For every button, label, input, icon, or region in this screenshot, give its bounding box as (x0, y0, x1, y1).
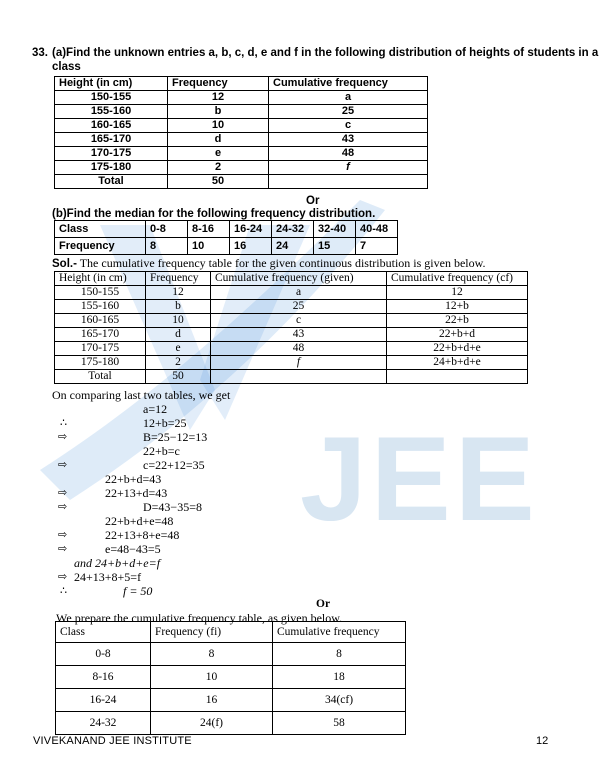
comparison-text: On comparing last two tables, we get (52, 388, 231, 402)
table-cell: 0-8 (56, 643, 151, 666)
table-cell: 160-165 (55, 119, 168, 133)
therefore-icon: ∴ (60, 417, 67, 429)
table-cell: e (146, 342, 211, 356)
table-header-cell: Cumulative frequency (269, 77, 428, 91)
table-cell: Class (55, 221, 146, 238)
heights-table (54, 76, 428, 189)
watermark-text: JEE (300, 412, 539, 546)
table-cell: c (269, 119, 428, 133)
table-cell: 15 (314, 238, 356, 255)
table-row (55, 105, 428, 119)
table-cell: 22+b (387, 314, 528, 328)
table-cell: Total (55, 370, 146, 384)
prepare-text: We prepare the cumulative frequency table, as given below. (56, 611, 343, 625)
step-equation: 22+b+d+e=48 (105, 514, 174, 528)
table-cell: 50 (168, 175, 269, 189)
table-header-cell: Frequency (fi) (151, 622, 273, 643)
table-cell: 16 (151, 689, 273, 712)
implies-arrow-icon: ⇨ (58, 487, 68, 499)
table-cell: e (168, 147, 269, 161)
cumulative-frequency-table (54, 271, 528, 384)
page-number: 12 (536, 735, 549, 747)
table-cell: 8 (151, 643, 273, 666)
table-header-cell: Cumulative frequency (given) (211, 272, 387, 286)
question-part-a-line1: (a)Find the unknown entries a, b, c, d, e and f in the following distribution of heights of students in a (52, 47, 599, 59)
solution-label: Sol.- (52, 258, 77, 270)
table-header-cell: Frequency (168, 77, 269, 91)
table-cell: d (146, 328, 211, 342)
table-cell: d (168, 133, 269, 147)
implies-arrow-icon: ⇨ (58, 543, 68, 555)
table-row (55, 342, 528, 356)
question-number: 33. (32, 47, 48, 59)
table-cell: 48 (211, 342, 387, 356)
table-header-cell: Cumulative frequency (273, 622, 406, 643)
table-cell: 8 (273, 643, 406, 666)
step-equation: f = 50 (123, 584, 153, 598)
table-cell: 58 (273, 712, 406, 735)
table-cell: 10 (188, 238, 230, 255)
step-equation: c=22+12=35 (143, 458, 205, 472)
table-cell (387, 370, 528, 384)
step-equation: D=43−35=8 (143, 500, 202, 514)
table-cell: 8-16 (188, 221, 230, 238)
table-cell: 8 (146, 238, 188, 255)
table-cell: f (269, 161, 428, 175)
table-row (56, 666, 406, 689)
step-equation: 22+13+d=43 (105, 486, 168, 500)
table-header-row (56, 622, 406, 643)
table-row (55, 175, 428, 189)
table-cell: 12 (168, 91, 269, 105)
table-cell: 32-40 (314, 221, 356, 238)
table-cell: 12 (387, 286, 528, 300)
table-row (56, 712, 406, 735)
table-cell: 22+b+d (387, 328, 528, 342)
table-cell: 24+b+d+e (387, 356, 528, 370)
footer-institute-name: VIVEKANAND JEE INSTITUTE (33, 735, 192, 747)
table-cell: 16-24 (230, 221, 272, 238)
table-cell: 155-160 (55, 105, 168, 119)
table-cell: Total (55, 175, 168, 189)
table-cell (211, 370, 387, 384)
table-header-row (55, 272, 528, 286)
table-cell: 170-175 (55, 147, 168, 161)
table-header-cell: Height (in cm) (55, 272, 146, 286)
table-row (56, 643, 406, 666)
table-cell: 175-180 (55, 161, 168, 175)
or-separator: Or (306, 195, 320, 207)
table-cell: a (211, 286, 387, 300)
table-cell: 8-16 (56, 666, 151, 689)
implies-arrow-icon: ⇨ (58, 501, 68, 513)
table-cell (269, 175, 428, 189)
table-cell: 43 (269, 133, 428, 147)
implies-arrow-icon: ⇨ (58, 529, 68, 541)
table-cell: b (146, 300, 211, 314)
table-row (55, 356, 528, 370)
table-cell: 16 (230, 238, 272, 255)
table-header-row (55, 77, 428, 91)
step-equation: 22+13+8+e=48 (105, 528, 180, 542)
table-cell: 24-32 (272, 221, 314, 238)
implies-arrow-icon: ⇨ (58, 571, 68, 583)
step-equation: 22+b=c (143, 444, 180, 458)
table-cell: 7 (356, 238, 398, 255)
table-header-cell: Cumulative frequency (cf) (387, 272, 528, 286)
table-cell: b (168, 105, 269, 119)
table-cell: 18 (273, 666, 406, 689)
table-row (55, 119, 428, 133)
table-header-cell: Frequency (146, 272, 211, 286)
table-cell: 40-48 (356, 221, 398, 238)
therefore-icon: ∴ (60, 585, 67, 597)
table-row (56, 689, 406, 712)
step-equation: e=48−43=5 (105, 542, 161, 556)
question-part-b: (b)Find the median for the following frequency distribution. (52, 208, 376, 220)
table-row (55, 161, 428, 175)
table-cell: 170-175 (55, 342, 146, 356)
table-cell: 165-170 (55, 328, 146, 342)
implies-arrow-icon: ⇨ (58, 459, 68, 471)
table-cell: 34(cf) (273, 689, 406, 712)
table-row (55, 314, 528, 328)
table-header-cell: Height (in cm) (55, 77, 168, 91)
step-equation: 24+13+8+5=f (74, 570, 142, 584)
step-equation: 12+b=25 (143, 416, 187, 430)
question-part-a-line2: class (52, 61, 81, 73)
table-row (55, 221, 398, 238)
table-cell: 24(f) (151, 712, 273, 735)
table-cell: 25 (211, 300, 387, 314)
table-cell: 0-8 (146, 221, 188, 238)
table-row (55, 91, 428, 105)
table-cell: 25 (269, 105, 428, 119)
table-cell: 50 (146, 370, 211, 384)
table-row (55, 370, 528, 384)
solution-intro-text: The cumulative frequency table for the given continuous distribution is given below. (76, 256, 486, 270)
step-equation: B=25−12=13 (143, 430, 208, 444)
table-cell: 175-180 (55, 356, 146, 370)
table-cell: 12 (146, 286, 211, 300)
table-cell: 150-155 (55, 286, 146, 300)
table-cell: 165-170 (55, 133, 168, 147)
table-cell: 10 (151, 666, 273, 689)
table-row (55, 300, 528, 314)
solution-intro (52, 256, 486, 271)
table-cell: 16-24 (56, 689, 151, 712)
table-cell: 155-160 (55, 300, 146, 314)
table-cell: c (211, 314, 387, 328)
table-cell: 24 (272, 238, 314, 255)
table-cell: f (211, 356, 387, 370)
table-cell: 12+b (387, 300, 528, 314)
table-cell: 10 (146, 314, 211, 328)
table-cell: 22+b+d+e (387, 342, 528, 356)
frequency-distribution-table (54, 220, 398, 255)
table-header-cell: Class (56, 622, 151, 643)
table-row (55, 133, 428, 147)
table-cell: 2 (146, 356, 211, 370)
implies-arrow-icon: ⇨ (58, 431, 68, 443)
or-separator: Or (316, 598, 331, 610)
table-row (55, 238, 398, 255)
table-row (55, 286, 528, 300)
step-equation: 22+b+d=43 (105, 472, 162, 486)
class-cumulative-table (55, 621, 406, 735)
table-cell: Frequency (55, 238, 146, 255)
table-cell: 160-165 (55, 314, 146, 328)
table-cell: 150-155 (55, 91, 168, 105)
table-cell: 48 (269, 147, 428, 161)
table-cell: 43 (211, 328, 387, 342)
table-cell: a (269, 91, 428, 105)
step-equation: and 24+b+d+e=f (74, 556, 161, 570)
table-cell: 24-32 (56, 712, 151, 735)
table-row (55, 147, 428, 161)
table-cell: 2 (168, 161, 269, 175)
step-equation: a=12 (143, 402, 168, 416)
table-cell: 10 (168, 119, 269, 133)
table-row (55, 328, 528, 342)
